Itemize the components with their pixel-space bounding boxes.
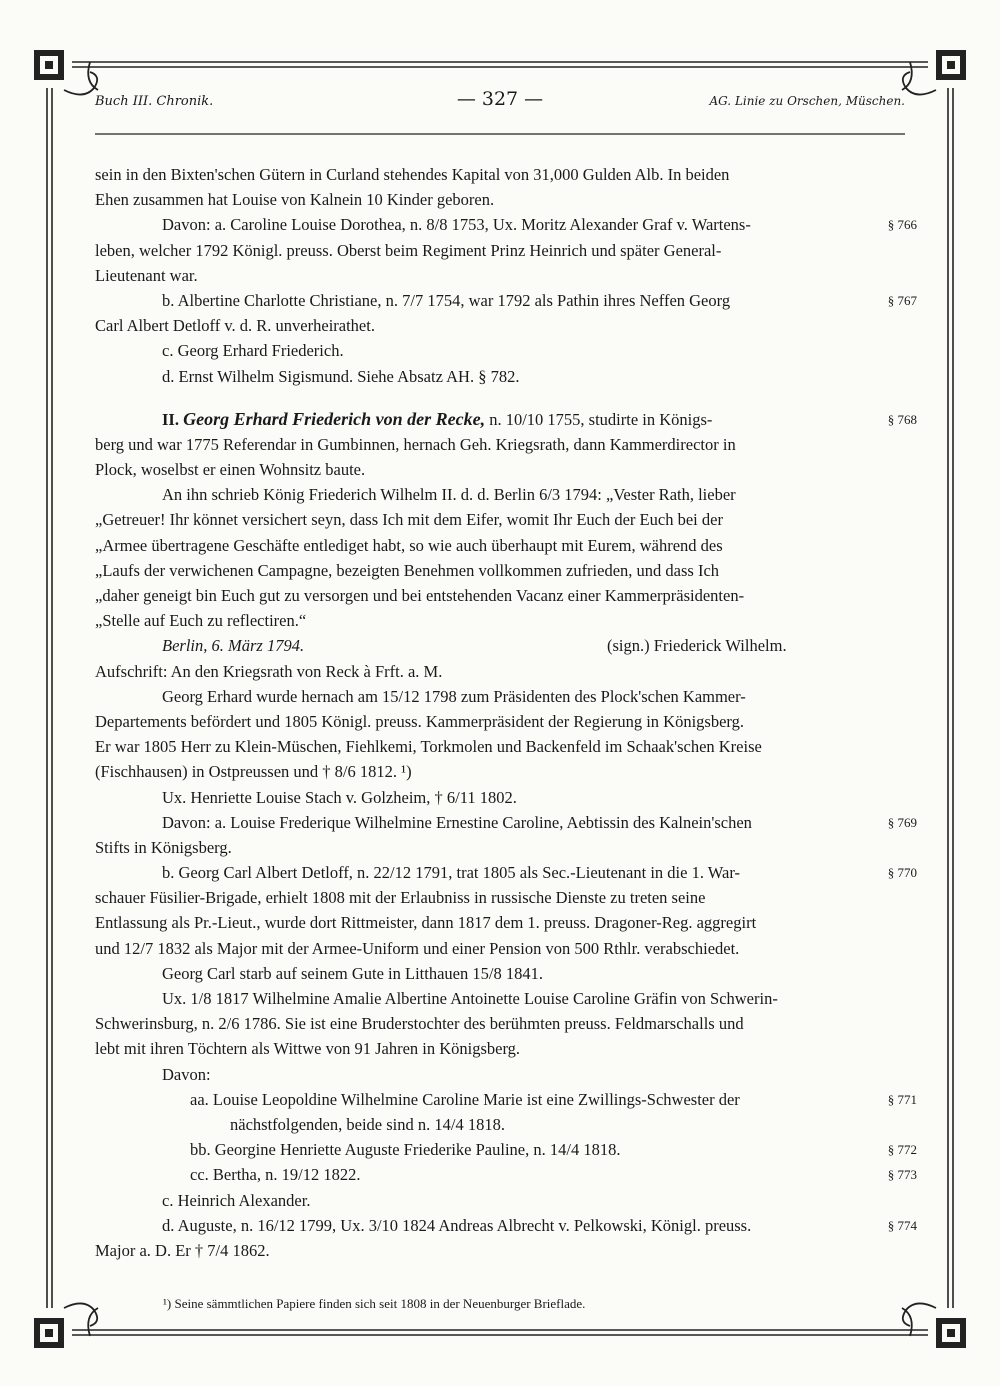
text-line: d. Ernst Wilhelm Sigismund. Siehe Absatz AH. § 782. [162, 366, 520, 386]
running-header [95, 88, 905, 114]
text-line: sein in den Bixten'schen Gütern in Curland stehendes Kapital von 31,000 Gulden Alb. In beiden [95, 165, 730, 184]
text-line: Aufschrift: An den Kriegsrath von Reck à Frft. a. M. [95, 661, 443, 681]
section-ref: § 770 [887, 865, 917, 881]
text-line: Entlassung als Pr.-Lieut., wurde dort Rittmeister, dann 1817 dem 1. preuss. Dragoner-Reg. aggregirt [95, 913, 757, 933]
text-line: Davon: a. Caroline Louise Dorothea, n. 8/8 1753, Ux. Moritz Alexander Graf v. Wartens- § 766 [95, 212, 905, 237]
text-line: „daher geneigt bin Euch gut zu versorgen und bei entstehenden Vacanz einer Kammerpräsidenten- [95, 586, 745, 605]
text-line: Davon: a. Louise Frederique Wilhelmine Ernestine Caroline, Aebtissin des Kalnein'schen § 769 [95, 810, 905, 835]
signature-line: (sign.) Friederick Wilhelm. [607, 636, 787, 656]
person-name: Georg Erhard Friederich von der Recke, [183, 408, 486, 429]
section-ref: § 769 [887, 814, 917, 830]
text-line: c. Heinrich Alexander. [162, 1190, 311, 1210]
text-line: berg und war 1775 Referendar in Gumbinnen, hernach Geh. Kriegsrath, dann Kammerdirector in [95, 434, 736, 454]
text-line: lebt mit ihren Töchtern als Wittwe von 91 Jahren in Königsberg. [95, 1039, 521, 1059]
text-line: Lieutenant war. [95, 265, 198, 285]
text-line: leben, welcher 1792 Königl. preuss. Oberst beim Regiment Prinz Heinrich und später General- [95, 240, 722, 260]
text-line: Ux. Henriette Louise Stach v. Golzheim, † 6/11 1802. [162, 787, 517, 807]
text-line: aa. Louise Leopoldine Wilhelmine Caroline Marie ist eine Zwillings-Schwester der § 771 [95, 1087, 905, 1112]
text-line: Er war 1805 Herr zu Klein-Müschen, Fiehlkemi, Torkmolen und Backenfeld im Schaak'schen Kreise [95, 737, 762, 757]
text-line: Berlin, 6. März 1794. (sign.) Friederick Wilhelm. [95, 633, 905, 658]
text-line: „Armee übertragene Geschäfte entlediget habt, so wie auch überhaupt mit Eurem, während des [95, 535, 723, 555]
header-book: Buch III. Chronik. [95, 94, 214, 109]
text-line: cc. Bertha, n. 19/12 1822. § 773 [95, 1162, 905, 1187]
text-line: „Stelle auf Euch zu reflectiren.“ [95, 611, 307, 631]
text-line: Georg Carl starb auf seinem Gute in Litthauen 15/8 1841. [162, 963, 543, 983]
text-line: Plock, woselbst er einen Wohnsitz baute. [95, 460, 366, 480]
text-line: nächstfolgenden, beide sind n. 14/4 1818. [230, 1114, 505, 1134]
text-line: „Getreuer! Ihr könnet versichert seyn, dass Ich mit dem Eifer, womit Ihr Euch der Euch bei der [95, 510, 723, 530]
text-line: schauer Füsilier-Brigade, erhielt 1808 mit der Erlaubniss in russische Dienste zu treten seine [95, 888, 706, 908]
text-line: Major a. D. Er † 7/4 1862. [95, 1240, 270, 1260]
section-heading: II. Georg Erhard Friederich von der Recke, n. 10/10 1755, studirte in Königs- § 768 [95, 407, 905, 432]
text-line: Departements befördert und 1805 Königl. preuss. Kammerpräsident der Regierung in Königsberg. [95, 711, 744, 731]
section-ref: § 771 [887, 1091, 917, 1107]
page-number: — 327 — [456, 88, 544, 110]
text-line: Ux. 1/8 1817 Wilhelmine Amalie Albertine Antoinette Louise Caroline Gräfin von Schwerin- [162, 989, 778, 1008]
text-line: An ihn schrieb König Friederich Wilhelm II. d. d. Berlin 6/3 1794: „Vester Rath, lieber [162, 485, 736, 505]
text-line: d. Auguste, n. 16/12 1799, Ux. 3/10 1824 Andreas Albrecht v. Pelkowski, Königl. preuss. § 774 [95, 1213, 905, 1238]
text-line: Ehen zusammen hat Louise von Kalnein 10 Kinder geboren. [95, 190, 495, 210]
text-line: und 12/7 1832 als Major mit der Armee-Uniform und einer Pension von 500 Rthlr. verabschiedet. [95, 938, 740, 958]
header-section: AG. Linie zu Orschen, Müschen. [709, 94, 905, 108]
section-ref: § 768 [887, 411, 917, 427]
section-ref: § 774 [887, 1217, 917, 1233]
text-line: b. Albertine Charlotte Christiane, n. 7/7 1754, war 1792 als Pathin ihres Neffen Georg § 767 [95, 288, 905, 313]
text-line: Carl Albert Detloff v. d. R. unverheirathet. [95, 316, 375, 336]
page-body [95, 162, 917, 1263]
text-line: Davon: [162, 1064, 211, 1084]
text-line: Georg Erhard wurde hernach am 15/12 1798 zum Präsidenten des Plock'schen Kammer- [162, 686, 746, 706]
section-ref: § 766 [887, 217, 917, 233]
text-line: Stifts in Königsberg. [95, 837, 232, 857]
text-line: c. Georg Erhard Friederich. [162, 341, 344, 361]
text-line: „Laufs der verwichenen Campagne, bezeigten Benehmen vollkommen zufrieden, und dass Ich [95, 560, 720, 580]
section-ref: § 773 [887, 1167, 917, 1183]
text-line: (Fischhausen) in Ostpreussen und † 8/6 1812. ¹) [95, 762, 412, 782]
section-ref: § 767 [887, 292, 917, 308]
text-line: bb. Georgine Henriette Auguste Friederike Pauline, n. 14/4 1818. § 772 [95, 1137, 905, 1162]
text-line: Schwerinsburg, n. 2/6 1786. Sie ist eine Bruderstochter des berühmten preuss. Feldmarschalls und [95, 1014, 744, 1034]
footnote: ¹) Seine sämmtlichen Papiere finden sich seit 1808 in der Neuenburger Brieflade. [163, 1296, 586, 1311]
section-ref: § 772 [887, 1142, 917, 1158]
text-line: b. Georg Carl Albert Detloff, n. 22/12 1791, trat 1805 als Sec.-Lieutenant in die 1. War- § 770 [95, 860, 905, 885]
